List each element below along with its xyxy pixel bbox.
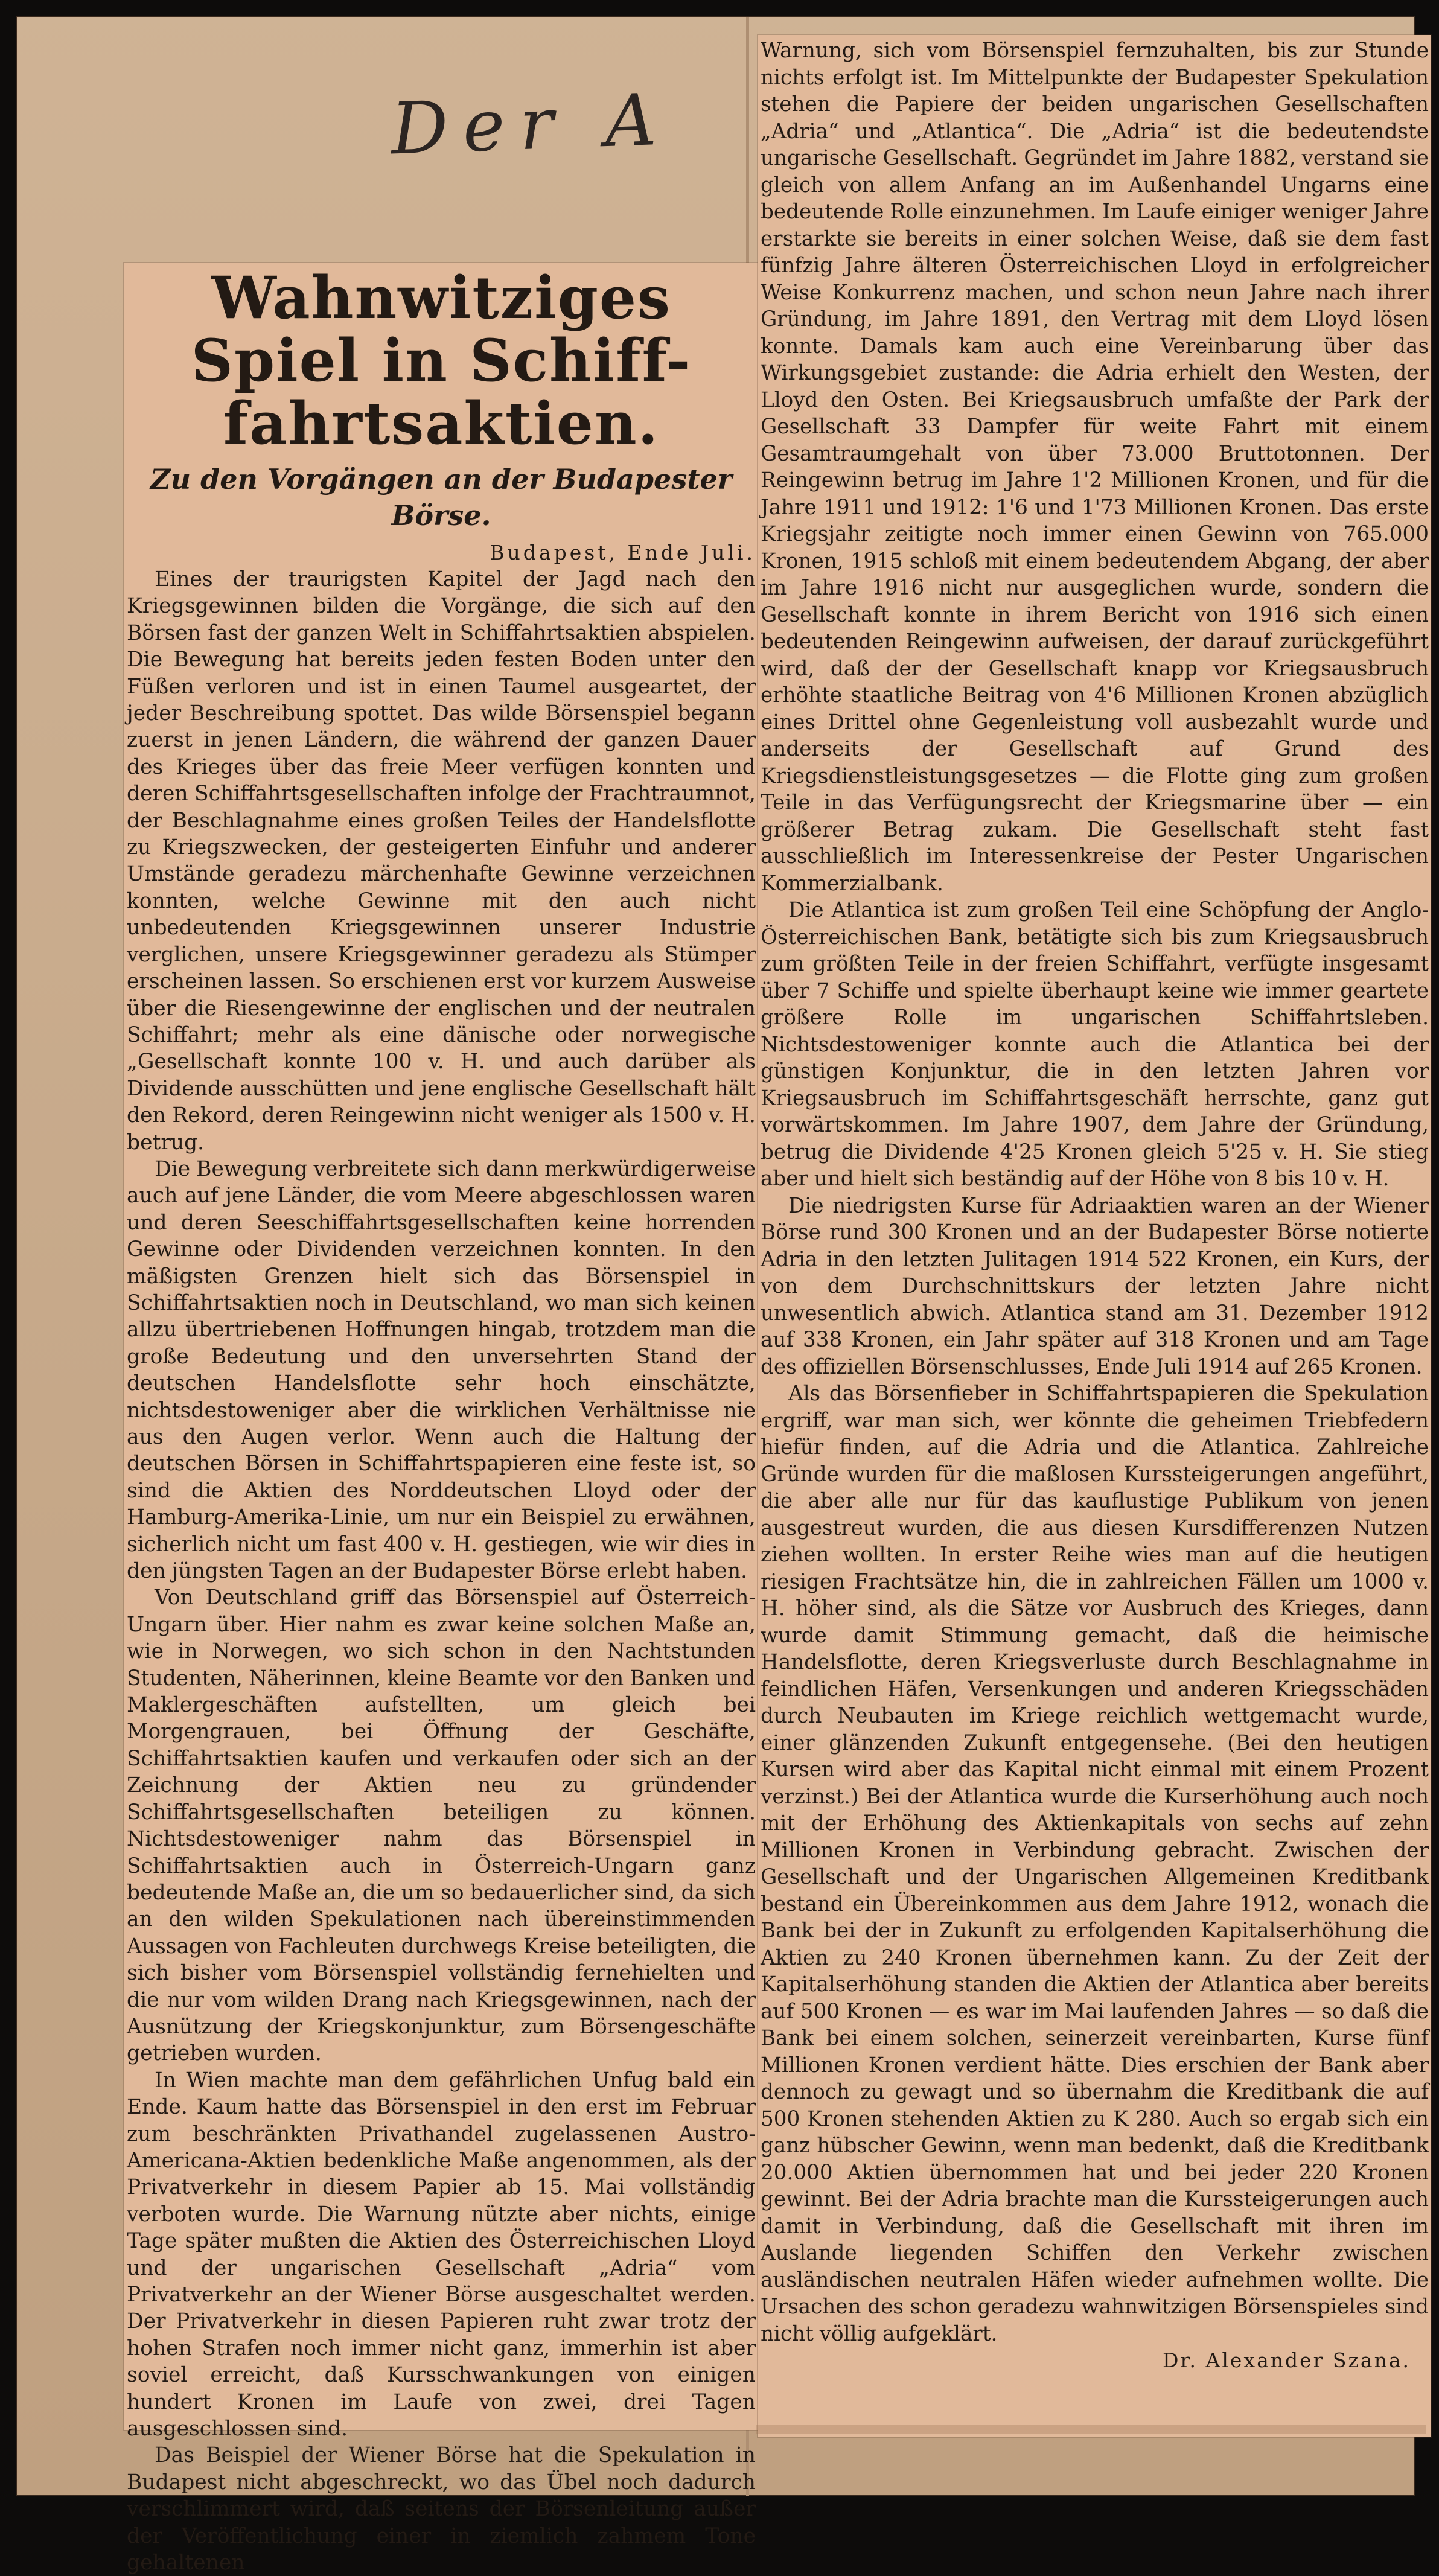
article-subheading: Zu den Vorgängen an der Budapester Börse. bbox=[150, 463, 732, 532]
headline-line-1: Wahnwitziges Spiel in Schiff- bbox=[191, 264, 692, 395]
article-body-left bbox=[127, 566, 756, 2576]
paragraph: Die Atlantica ist zum großen Teil eine Schöpfung der Anglo-Österreichischen Bank, betätigte sich bis zum Kriegsausbruch zum größten Teile in der freien Schiffahrt, verfügte insgesamt über 7 Schiffe und spielte überhaupt keine wie immer geartete größere Rolle im ungarischen Schiffahrtsleben. Nichtsdestoweniger konnte auch die Atlantica bei der günstigen Konjunktur, die in den letzten Jahren vor Kriegsausbruch im Schiffahrtsgeschäft herrschte, ganz gut vorwärtskommen. Im Jahre 1907, dem Jahre der Gründung, betrug die Dividende 4'25 Kronen gleich 5'25 v. H. Sie stieg aber und hielt sich beständig auf der Höhe von 8 bis 10 v. H. bbox=[761, 898, 1429, 1191]
author-signature: Dr. Alexander Szana. bbox=[1162, 2348, 1411, 2372]
paragraph: Die niedrigsten Kurse für Adriaaktien waren an der Wiener Börse rund 300 Kronen und an der Budapester Börse notierte Adria in den letzten Julitagen 1914 522 Kronen, ein Kurs, der von dem Durchschnittskurs der letzten Jahre nicht unwesentlich abwich. Atlantica stand am 31. Dezember 1912 auf 338 Kronen, ein Jahr später auf 318 Kronen und am Tage des offiziellen Börsenschlusses, Ende Juli 1914 auf 265 Kronen. bbox=[761, 1193, 1429, 1379]
paragraph: Das Beispiel der Wiener Börse hat die Spekulation in Budapest nicht abgeschreckt, wo das Übel noch dadurch verschlimmert wird, daß seitens der Börsenleitung außer der Veröffentlichung einer in ziemlich zahmem Tone gehaltenen bbox=[127, 2443, 756, 2575]
paragraph: Eines der traurigsten Kapitel der Jagd nach den Kriegsgewinnen bilden die Vorgänge, die sich auf den Börsen fast der ganzen Welt in Schiffahrtsaktien abspielen. Die Bewegung hat bereits jeden festen Boden unter den Füßen verloren und ist in einen Taumel ausgeartet, der jeder Beschreibung spottet. Das wilde Börsenspiel begann zuerst in jenen Ländern, die während der ganzen Dauer des Krieges über das freie Meer verfügen konnten und deren Schiffahrtsgesellschaften infolge der Frachtraumnot, der Beschlagnahme eines großen Teiles der Handelsflotte zu Kriegszwecken, der gesteigerten Einfuhr und anderer Umstände geradezu märchenhafte Gewinne verzeichnen konnten, welche Gewinne mit den auch nicht unbedeutenden Kriegsgewinnen unserer Industrie verglichen, unsere Kriegsgewinner geradezu als Stümper erscheinen lassen. So erschienen erst vor kurzem Ausweise über die Riesengewinne der englischen und der neutralen Schiffahrt; mehr als eine dänische oder norwegische „Gesellschaft konnte 100 v. H. und auch darüber als Dividende ausschütten und jene englische Gesellschaft hält den Rekord, deren Reingewinn nicht weniger als 1500 v. H. betrug. bbox=[127, 567, 756, 1155]
article-body-right bbox=[761, 37, 1429, 2347]
article-headline bbox=[127, 264, 756, 457]
clipping-left-column bbox=[124, 263, 758, 2575]
headline-line-2: fahrtsaktien. bbox=[223, 389, 660, 457]
paragraph: Von Deutschland griff das Börsenspiel auf Österreich-Ungarn über. Hier nahm es zwar keine solchen Maße an, wie in Norwegen, wo sich schon in den Nachtstunden Studenten, Näherinnen, kleine Beamte vor den Banken und Maklergeschäften aufstellten, um gleich bei Morgengrauen, bei Öffnung der Geschäfte, Schiffahrtsaktien kaufen und verkaufen oder sich an der Zeichnung der Aktien neu zu gründender Schiffahrtsgesellschaften beteiligen zu können. Nichtsdestoweniger nahm das Börsenspiel in Schiffahrtsaktien auch in Österreich-Ungarn ganz bedeutende Maße an, die um so bedauerlicher sind, da sich an den wilden Spekulationen nach übereinstimmenden Aussagen von Fachleuten durchwegs Kreise beteiligten, die sich bisher vom Börsenspiel vollständig fernehielten und die nur vom wilden Drang nach Kriegsgewinnen, nach der Ausnützung der Kriegskonjunktur, zum Börsengeschäfte getrieben wurden. bbox=[127, 1586, 756, 2066]
paragraph: Die Bewegung verbreitete sich dann merkwürdigerweise auch auf jene Länder, die vom Meere abgeschlossen waren und deren Seeschiffahrtsgesellschaften keine horrenden Gewinne oder Dividenden verzeichnen konnten. In den mäßigsten Grenzen hielt sich das Börsenspiel in Schiffahrtsaktien noch in Deutschland, wo man sich keinen allzu übertriebenen Hoffnungen hingab, trotzdem man die große Bedeutung und den unversehrten Stand der deutschen Handelsflotte sehr hoch einschätzte, nichtsdestoweniger aber die wirklichen Verhältnisse nie aus den Augen verlor. Wenn auch die Haltung der deutschen Börsen in Schiffahrtspapieren eine feste ist, so sind die Aktien des Norddeutschen Lloyd oder der Hamburg-Amerika-Linie, um nur ein Beispiel zu erwähnen, sicherlich nicht um fast 400 v. H. gestiegen, wie wir dies in den jüngsten Tagen an der Budapester Börse erlebt haben. bbox=[127, 1156, 756, 1584]
dateline: Budapest, Ende Juli. bbox=[490, 541, 756, 564]
clipping-right-column bbox=[758, 35, 1431, 2437]
handwritten-annotation: Der A bbox=[389, 77, 672, 171]
paragraph: Als das Börsenfieber in Schiffahrtspapieren die Spekulation ergriff, war man sich, wer könnte die geheimen Triebfedern hiefür finden, auf die Adria und die Atlantica. Zahlreiche Gründe wurden für die maßlosen Kurssteigerungen angeführt, die aber alle nur für das kauflustige Publikum von jenen ausgestreut wurden, die aus diesen Kursdifferenzen Nutzen ziehen wollten. In erster Reihe wies man auf die heutigen riesigen Frachtsätze hin, die in zahlreichen Fällen um 1000 v. H. höher sind, als die Sätze vor Ausbruch des Krieges, dann wurde damit Stimmung gemacht, daß die heimische Handelsflotte, deren Kriegsverluste durch Beschlagnahme in feindlichen Häfen, Versenkungen und anderen Kriegsschäden durch Neubauten im Kriege reichlich wettgemacht wurde, einer glänzenden Zukunft entgegensehe. (Bei den heutigen Kursen wird aber das Kapital nicht einmal mit einem Prozent verzinst.) Bei der Atlantica wurde die Kurserhöhung auch noch mit der Erhöhung des Aktienkapitals von sechs auf zehn Millionen Kronen in Verbindung gebracht. Zwischen der Gesellschaft und der Ungarischen Allgemeinen Kreditbank bestand ein Übereinkommen aus dem Jahre 1912, wonach die Bank bei der in Zukunft zu erfolgenden Kapitalserhöhung die Aktien zu 240 Kronen übernehmen kann. Zu der Zeit der Kapitalserhöhung standen die Aktien der Atlantica aber bereits auf 500 Kronen — es war im Mai laufenden Jahres — so daß die Bank bei einem solchen, seinerzeit vereinbarten, Kurse fünf Millionen Kronen verdient hätte. Dies erschien der Bank aber dennoch zu gewagt und so übernahm die Kreditbank die auf 500 Kronen stehenden Aktien zu K 280. Auch so ergab sich ein ganz hübscher Gewinn, wenn man bedenkt, daß die Kreditbank 20.000 Aktien übernommen hat und bei jeder 220 Kronen gewinnt. Bei der Adria brachte man die Kurssteigerungen auch damit in Verbindung, daß die Gesellschaft mit ihren im Auslande liegenden Schiffen den Verkehr zwischen ausländischen neutralen Häfen wieder aufnehmen wollte. Die Ursachen des schon geradezu wahnwitzigen Börsenspieles sind nicht völlig aufgeklärt. bbox=[761, 1382, 1429, 2346]
paragraph: In Wien machte man dem gefährlichen Unfug bald ein Ende. Kaum hatte das Börsenspiel in den erst im Februar zum beschränkten Privathandel zugelassenen Austro-Americana-Aktien bedenkliche Maße angenommen, als der Privatverkehr in diesem Papier ab 15. Mai vollständig verboten wurde. Die Warnung nützte aber nichts, einige Tage später mußten die Aktien des Österreichischen Lloyd und der ungarischen Gesellschaft „Adria“ vom Privatverkehr an der Wiener Börse ausgeschaltet werden. Der Privatverkehr in diesen Papieren ruht zwar trotz der hohen Strafen noch immer nicht ganz, immerhin ist aber soviel erreicht, daß Kursschwankungen von einigen hundert Kronen im Laufe von zwei, drei Tagen ausgeschlossen sind. bbox=[127, 2068, 756, 2441]
paragraph: Warnung, sich vom Börsenspiel fernzuhalten, bis zur Stunde nichts erfolgt ist. Im Mittelpunkte der Budapester Spekulation stehen die Papiere der beiden ungarischen Gesellschaften „Adria“ und „Atlantica“. Die „Adria“ ist die bedeutendste ungarische Gesellschaft. Gegründet im Jahre 1882, verstand sie gleich von allem Anfang an im Außenhandel Ungarns eine bedeutende Rolle einzunehmen. Im Laufe einiger weniger Jahre erstarkte sie bereits in einer solchen Weise, daß sie dem fast fünfzig Jahre älteren Österreichischen Lloyd in erfolgreicher Weise Konkurrenz machen, und schon neun Jahre nach ihrer Gründung, im Jahre 1891, den Vertrag mit dem Lloyd lösen konnte. Damals kam auch eine Vereinbarung über das Wirkungsgebiet zustande: die Adria erhielt den Westen, der Lloyd den Osten. Bei Kriegsausbruch umfaßte der Park der Gesellschaft 33 Dampfer für weite Fahrt mit einem Gesamtraumgehalt von über 73.000 Bruttotonnen. Der Reingewinn betrug im Jahre 1'2 Millionen Kronen, und für die Jahre 1911 und 1912: 1'6 und 1'73 Millionen Kronen. Das erste Kriegsjahr zeitigte noch immer einen Gewinn von 765.000 Kronen, 1915 schloß mit einem bedeutendem Abgang, der aber im Jahre 1916 nicht nur ausgeglichen wurde, sondern die Gesellschaft konnte in ihrem Bericht von 1916 sich einen bedeutenden Reingewinn aufweisen, der darauf zurückgeführt wird, daß der der Gesellschaft knapp vor Kriegsausbruch erhöhte staatliche Beitrag von 4'6 Millionen Kronen abzüglich eines Drittel ohne Gegenleistung voll ausbezahlt wurde und anderseits der Gesellschaft auf Grund des Kriegsdienstleistungsgesetzes — die Flotte ging zum großen Teile in das Verfügungsrecht der Kriegsmarine über — ein größerer Betrag zukam. Die Gesellschaft steht fast ausschließlich im Interessenkreise der Pester Ungarischen Kommerzialbank. bbox=[761, 39, 1429, 896]
glue-mark bbox=[756, 2425, 1426, 2434]
scrapbook-page bbox=[16, 16, 1429, 2575]
